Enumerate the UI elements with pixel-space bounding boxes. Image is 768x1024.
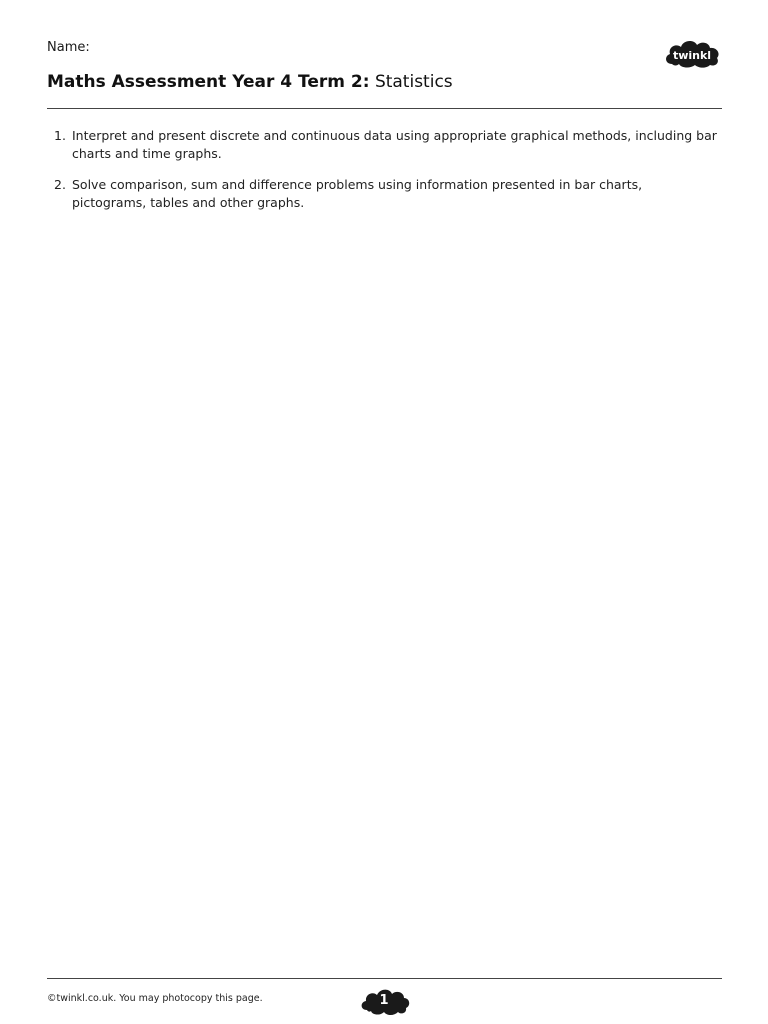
objective-item <box>47 176 717 212</box>
objective-item <box>47 127 717 163</box>
twinkl-cloud-icon <box>662 36 722 72</box>
objective-number: 1. <box>54 128 66 143</box>
logo-text: twinkl <box>672 49 712 62</box>
page-number-badge <box>358 985 410 1017</box>
page-title <box>47 70 453 94</box>
copyright-notice: ©twinkl.co.uk. You may photocopy this page. <box>47 993 263 1004</box>
objective-text: Interpret and present discrete and continuous data using appropriate graphical methods, including bar charts and time graphs. <box>72 128 717 161</box>
title-main: Maths Assessment Year 4 Term 2: <box>47 72 370 92</box>
objectives-list <box>47 127 717 225</box>
twinkl-logo <box>662 36 722 72</box>
header-divider <box>47 108 722 109</box>
objective-number: 2. <box>54 177 66 192</box>
objective-text: Solve comparison, sum and difference problems using information presented in bar charts, pictograms, tables and other graphs. <box>72 177 643 210</box>
page-number: 1 <box>379 993 389 1008</box>
footer-divider <box>47 978 722 979</box>
name-label: Name: <box>47 40 90 55</box>
title-topic: Statistics <box>374 72 453 92</box>
